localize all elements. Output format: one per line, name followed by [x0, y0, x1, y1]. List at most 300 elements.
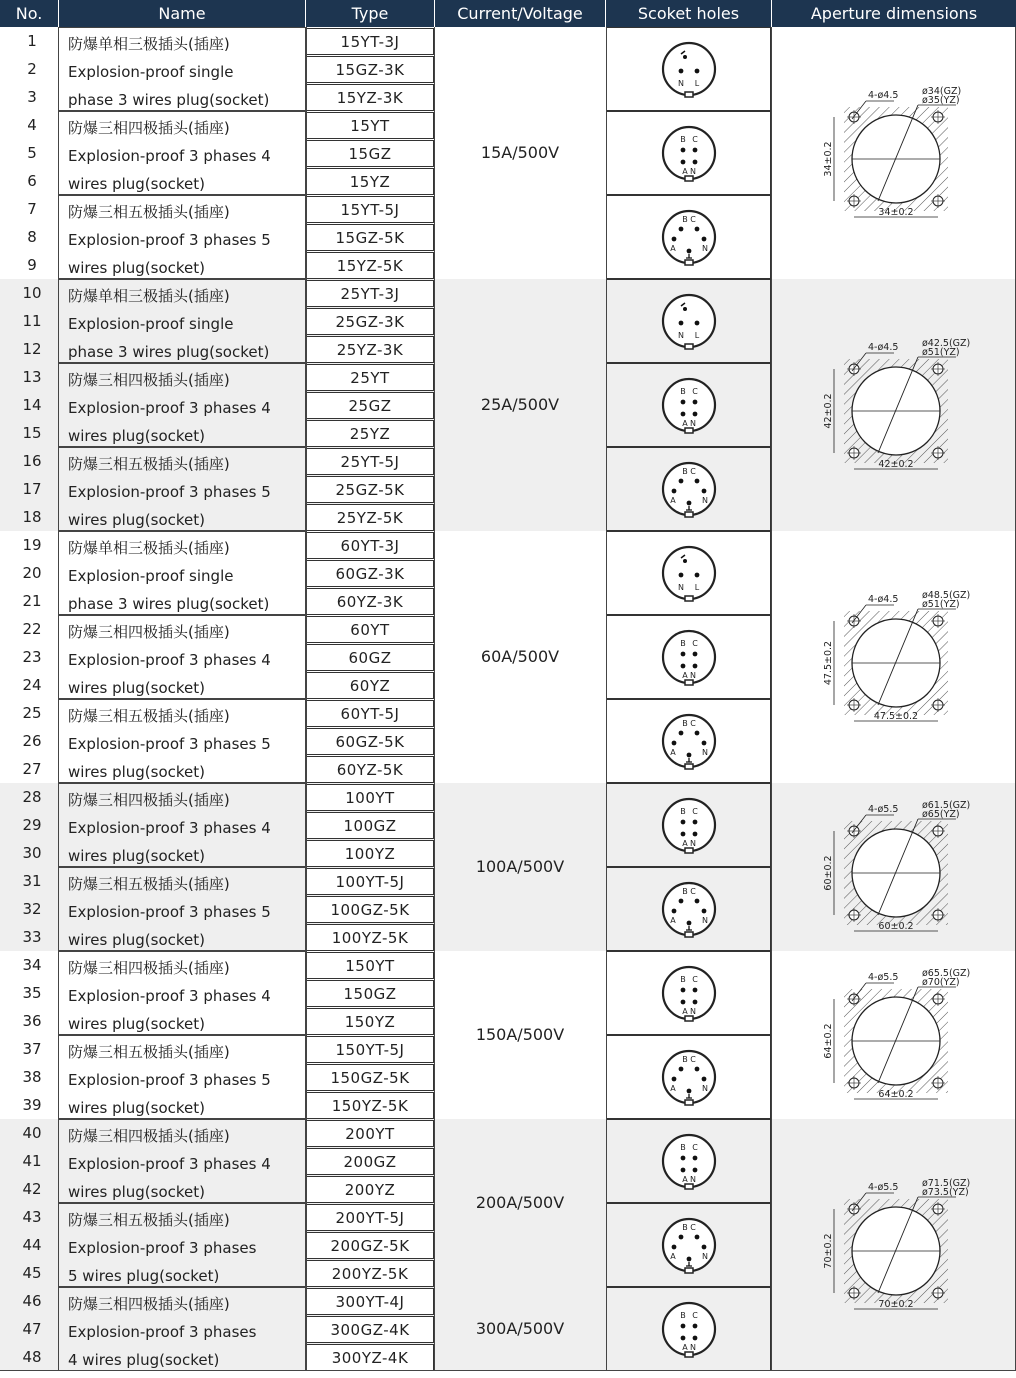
pin-dot [694, 1067, 699, 1072]
row-number: 33 [22, 928, 42, 946]
product-name-en2: wires plug(socket) [68, 847, 206, 865]
pin-dot [680, 1168, 685, 1173]
type-code: 15YT [306, 112, 434, 139]
row-number: 45 [22, 1264, 42, 1282]
type-code: 150YT-5J [306, 1036, 434, 1063]
pin-label-a: A [669, 496, 676, 505]
aperture-drawing [771, 531, 1016, 783]
pin-dot [678, 69, 683, 74]
socket-4-pin-icon [659, 1299, 719, 1359]
product-name-en1: Explosion-proof 3 phases 4 [68, 819, 271, 837]
row-number: 35 [22, 984, 42, 1002]
pin-label-n: N [701, 748, 708, 757]
current-voltage-value: 15A/500V [480, 143, 560, 162]
pin-label-b: B [679, 1143, 686, 1152]
row-number: 5 [27, 144, 37, 162]
row-number: 42 [22, 1180, 42, 1198]
product-name-en1: Explosion-proof single [68, 567, 234, 585]
product-name-cn: 防爆单相三极插头(插座) [68, 287, 230, 305]
aperture-drawing [771, 27, 1016, 279]
type-code: 150YZ [306, 1008, 434, 1035]
pin-label-n: N [701, 1084, 708, 1093]
socket-4-pin-icon [659, 375, 719, 435]
row-number: 15 [22, 424, 42, 442]
table-bottom-border [0, 1370, 1016, 1371]
pin-dot [671, 1077, 676, 1082]
product-name-en2: wires plug(socket) [68, 511, 206, 529]
aperture-v-dim-label: 47.5±0.2 [823, 640, 834, 686]
pin-label-n: N [701, 244, 708, 253]
aperture-dia-gz-label: ø71.5(GZ) [922, 1178, 971, 1189]
type-code: 60GZ-5K [306, 728, 434, 755]
type-code: 25YT-5J [306, 448, 434, 475]
current-voltage-value: 25A/500V [480, 395, 560, 414]
pin-label-b: B [679, 387, 686, 396]
product-name-en2: 4 wires plug(socket) [68, 1351, 220, 1369]
pin-dot [678, 731, 683, 736]
row-number: 28 [22, 788, 42, 806]
product-name-en2: wires plug(socket) [68, 1099, 206, 1117]
row-number: 46 [22, 1292, 42, 1310]
header-no [0, 0, 58, 27]
type-code: 100YZ [306, 840, 434, 867]
pin-label-b: B [681, 887, 688, 896]
pin-label-l: L [694, 331, 699, 340]
type-code: 150GZ [306, 980, 434, 1007]
pin-label-c: C [689, 1055, 696, 1064]
pin-dot [686, 921, 691, 926]
pin-dot [692, 1324, 697, 1329]
pin-label-n: N [701, 496, 708, 505]
type-code: 60YZ-5K [306, 756, 434, 783]
type-code: 200YZ-5K [306, 1260, 434, 1287]
aperture-holes-label: 4-ø5.5 [868, 1182, 899, 1193]
product-name-en2: wires plug(socket) [68, 175, 206, 193]
pin-label-b: B [681, 719, 688, 728]
socket-hole-cell [606, 447, 771, 531]
product-name-cn: 防爆三相四极插头(插座) [68, 371, 230, 389]
aperture-drawing [771, 1119, 1016, 1371]
product-name-cn: 防爆三相四极插头(插座) [68, 1295, 230, 1313]
aperture-icon [771, 1119, 1016, 1371]
pin-dot [692, 1000, 697, 1005]
pin-dot [671, 489, 676, 494]
row-number: 12 [22, 340, 42, 358]
pin-dot [692, 988, 697, 993]
pin-dot [680, 412, 685, 417]
type-code: 150YZ-5K [306, 1092, 434, 1119]
aperture-dia-gz-label: ø61.5(GZ) [922, 800, 971, 811]
socket-4-pin-icon [659, 963, 719, 1023]
product-name-cn: 防爆三相四极插头(插座) [68, 791, 230, 809]
pin-dot [692, 400, 697, 405]
type-code: 60YT-3J [306, 532, 434, 559]
aperture-v-dim-label: 34±0.2 [823, 141, 834, 177]
aperture-v-dim-label: 60±0.2 [823, 855, 834, 891]
product-name-en2: wires plug(socket) [68, 763, 206, 781]
type-code: 25GZ-5K [306, 476, 434, 503]
header-aperture-label: Aperture dimensions [810, 3, 978, 23]
pin-dot [671, 237, 676, 242]
header-name-label: Name [158, 3, 206, 23]
type-code: 25YZ-5K [306, 504, 434, 531]
socket-hole-cell [606, 1119, 771, 1203]
pin-dot [701, 237, 706, 242]
product-name-en1: Explosion-proof 3 phases 5 [68, 483, 271, 501]
aperture-icon [771, 951, 1016, 1119]
row-number: 30 [22, 844, 42, 862]
aperture-dia-yz-label: ø73.5(YZ) [922, 1187, 969, 1198]
pin-label-b: B [679, 807, 686, 816]
header-type-label: Type [351, 3, 389, 23]
type-code: 15GZ-5K [306, 224, 434, 251]
row-number: 2 [27, 60, 37, 78]
product-name-en1: Explosion-proof 3 phases 5 [68, 735, 271, 753]
row-number: 21 [22, 592, 42, 610]
aperture-v-dim-label: 42±0.2 [823, 393, 834, 429]
type-code: 15YZ-3K [306, 84, 434, 111]
pin-dot [686, 753, 691, 758]
pin-label-a: A [681, 167, 688, 176]
pin-dot [680, 988, 685, 993]
pin-label-a: A [681, 1175, 688, 1184]
product-name-cn: 防爆三相五极插头(插座) [68, 707, 230, 725]
aperture-holes-label: 4-ø5.5 [868, 972, 899, 983]
pin-dot [692, 664, 697, 669]
pin-dot [694, 69, 699, 74]
socket-3-pin-icon [659, 543, 719, 603]
header-socket-holes [606, 0, 771, 27]
type-code: 60YZ [306, 672, 434, 699]
aperture-holes-label: 4-ø4.5 [868, 90, 899, 101]
socket-4-pin-icon [659, 627, 719, 687]
pin-label-a: A [681, 1007, 688, 1016]
pin-dot [671, 741, 676, 746]
row-number: 17 [22, 480, 42, 498]
row-number: 32 [22, 900, 42, 918]
pin-dot [680, 664, 685, 669]
pin-label-b: B [681, 467, 688, 476]
type-code: 60YT-5J [306, 700, 434, 727]
socket-hole-cell [606, 783, 771, 867]
aperture-h-dim-label: 64±0.2 [878, 1089, 914, 1100]
row-number: 16 [22, 452, 42, 470]
pin-label-l: L [694, 583, 699, 592]
socket-5-pin-icon [659, 1215, 719, 1275]
socket-5-pin-icon [659, 711, 719, 771]
pin-label-n: N [677, 79, 684, 88]
row-number: 4 [27, 116, 37, 134]
aperture-icon [771, 27, 1016, 279]
type-code: 60GZ-3K [306, 560, 434, 587]
row-number: 20 [22, 564, 42, 582]
pin-dot [678, 227, 683, 232]
pin-label-c: C [689, 887, 696, 896]
pin-dot [680, 820, 685, 825]
current-voltage-value: 200A/500V [475, 1193, 565, 1212]
socket-4-pin-icon [659, 795, 719, 855]
aperture-icon [771, 279, 1016, 531]
row-number: 34 [22, 956, 42, 974]
column-divider [606, 27, 607, 1371]
header-cv-label: Current/Voltage [457, 3, 583, 23]
pin-label-n: N [689, 1343, 696, 1352]
row-number: 39 [22, 1096, 42, 1114]
pin-dot [678, 321, 683, 326]
pin-dot [692, 832, 697, 837]
aperture-dia-yz-label: ø35(YZ) [922, 95, 960, 106]
row-number: 10 [22, 284, 42, 302]
socket-hole-cell [606, 111, 771, 195]
pin-label-c: C [689, 467, 696, 476]
pin-label-n: N [701, 1252, 708, 1261]
product-name-en2: wires plug(socket) [68, 679, 206, 697]
pin-dot [680, 160, 685, 165]
type-code: 15YZ-5K [306, 252, 434, 279]
pin-dot [671, 1245, 676, 1250]
pin-label-b: B [679, 135, 686, 144]
type-code: 100GZ [306, 812, 434, 839]
product-name-en2: 5 wires plug(socket) [68, 1267, 220, 1285]
aperture-dia-gz-label: ø65.5(GZ) [922, 968, 971, 979]
product-name-en1: Explosion-proof 3 phases 4 [68, 147, 271, 165]
product-name-en2: phase 3 wires plug(socket) [68, 343, 270, 361]
type-code: 60GZ [306, 644, 434, 671]
product-name-cn: 防爆三相五极插头(插座) [68, 203, 230, 221]
pin-dot [678, 573, 683, 578]
column-divider [58, 27, 59, 1371]
type-code: 300GZ-4K [306, 1316, 434, 1343]
column-divider [306, 27, 307, 1371]
type-code: 25YZ-3K [306, 336, 434, 363]
pin-dot [692, 1156, 697, 1161]
row-number: 1 [27, 32, 37, 50]
product-name-en1: Explosion-proof single [68, 63, 234, 81]
aperture-dia-gz-label: ø34(GZ) [922, 86, 962, 97]
pin-label-c: C [691, 1143, 698, 1152]
current-voltage-value: 300A/500V [475, 1319, 565, 1338]
row-number: 6 [27, 172, 37, 190]
pin-dot [701, 909, 706, 914]
pin-dot [678, 899, 683, 904]
row-number: 24 [22, 676, 42, 694]
socket-hole-cell [606, 615, 771, 699]
row-number: 31 [22, 872, 42, 890]
row-number: 25 [22, 704, 42, 722]
row-number: 37 [22, 1040, 42, 1058]
row-number: 47 [22, 1320, 42, 1338]
product-name-en1: Explosion-proof 3 phases 4 [68, 651, 271, 669]
pin-label-a: A [681, 419, 688, 428]
product-name-cn: 防爆三相四极插头(插座) [68, 623, 230, 641]
pin-label-n: N [689, 419, 696, 428]
pin-dot [692, 1168, 697, 1173]
socket-hole-cell [606, 867, 771, 951]
product-name-cn: 防爆单相三极插头(插座) [68, 35, 230, 53]
pin-dot [686, 501, 691, 506]
type-code: 100YT-5J [306, 868, 434, 895]
socket-hole-cell [606, 699, 771, 783]
pin-label-a: A [669, 916, 676, 925]
socket-5-pin-icon [659, 879, 719, 939]
type-code: 15YZ [306, 168, 434, 195]
product-name-en1: Explosion-proof 3 phases 5 [68, 1071, 271, 1089]
pin-label-n: N [689, 167, 696, 176]
row-number: 9 [27, 256, 37, 274]
pin-dot [692, 820, 697, 825]
pin-dot [692, 1336, 697, 1341]
product-name-en2: wires plug(socket) [68, 1183, 206, 1201]
aperture-v-dim-label: 70±0.2 [823, 1233, 834, 1269]
type-code: 200YZ [306, 1176, 434, 1203]
type-code: 15YT-3J [306, 28, 434, 55]
pin-dot [701, 741, 706, 746]
socket-4-pin-icon [659, 1131, 719, 1191]
pin-label-a: A [681, 1343, 688, 1352]
row-number: 23 [22, 648, 42, 666]
aperture-h-dim-label: 47.5±0.2 [873, 711, 919, 722]
product-name-en1: Explosion-proof single [68, 315, 234, 333]
aperture-dia-yz-label: ø65(YZ) [922, 809, 960, 820]
aperture-h-dim-label: 70±0.2 [878, 1299, 914, 1310]
pin-label-n: N [689, 1007, 696, 1016]
socket-hole-cell [606, 195, 771, 279]
pin-label-c: C [691, 1311, 698, 1320]
socket-hole-cell [606, 531, 771, 615]
type-code: 15GZ [306, 140, 434, 167]
pin-dot [686, 1089, 691, 1094]
pin-label-a: A [669, 748, 676, 757]
row-number: 22 [22, 620, 42, 638]
socket-5-pin-icon [659, 207, 719, 267]
pin-dot [680, 400, 685, 405]
pin-label-a: A [669, 1084, 676, 1093]
row-number: 3 [27, 88, 37, 106]
pin-label-b: B [681, 1223, 688, 1232]
product-name-en1: Explosion-proof 3 phases 5 [68, 231, 271, 249]
pin-dot [694, 227, 699, 232]
pin-dot [694, 321, 699, 326]
product-name-cn: 防爆三相四极插头(插座) [68, 959, 230, 977]
pin-label-n: N [677, 583, 684, 592]
pin-dot [692, 148, 697, 153]
pin-label-b: B [679, 975, 686, 984]
pin-label-c: C [689, 719, 696, 728]
product-name-en1: Explosion-proof 3 phases 4 [68, 399, 271, 417]
type-code: 150GZ-5K [306, 1064, 434, 1091]
row-number: 48 [22, 1348, 42, 1366]
pin-dot [680, 1336, 685, 1341]
type-code: 25YT-3J [306, 280, 434, 307]
pin-dot [694, 731, 699, 736]
aperture-drawing [771, 783, 1016, 951]
pin-dot [692, 160, 697, 165]
socket-hole-cell [606, 279, 771, 363]
pin-label-l: L [694, 79, 699, 88]
type-code: 25GZ [306, 392, 434, 419]
row-number: 18 [22, 508, 42, 526]
product-name-cn: 防爆三相五极插头(插座) [68, 455, 230, 473]
pin-label-c: C [689, 215, 696, 224]
pin-dot [686, 1257, 691, 1262]
row-number: 43 [22, 1208, 42, 1226]
pin-label-b: B [679, 1311, 686, 1320]
socket-hole-cell [606, 1035, 771, 1119]
pin-label-a: A [681, 839, 688, 848]
pin-label-n: N [701, 916, 708, 925]
socket-3-pin-icon [659, 39, 719, 99]
product-name-en2: phase 3 wires plug(socket) [68, 595, 270, 613]
type-code: 100YZ-5K [306, 924, 434, 951]
pin-label-n: N [689, 1175, 696, 1184]
type-code: 200YT [306, 1120, 434, 1147]
aperture-holes-label: 4-ø4.5 [868, 594, 899, 605]
row-number: 14 [22, 396, 42, 414]
product-name-cn: 防爆三相四极插头(插座) [68, 1127, 230, 1145]
pin-label-c: C [691, 975, 698, 984]
row-number: 8 [27, 228, 37, 246]
product-name-en1: Explosion-proof 3 phases 5 [68, 903, 271, 921]
pin-label-c: C [691, 387, 698, 396]
aperture-dia-yz-label: ø51(YZ) [922, 347, 960, 358]
pin-dot [683, 55, 687, 59]
product-name-en2: wires plug(socket) [68, 931, 206, 949]
product-name-cn: 防爆单相三极插头(插座) [68, 539, 230, 557]
header-type [306, 0, 434, 27]
socket-hole-cell [606, 27, 771, 111]
pin-label-c: C [691, 807, 698, 816]
pin-dot [694, 479, 699, 484]
socket-hole-cell [606, 1287, 771, 1371]
aperture-holes-label: 4-ø5.5 [868, 804, 899, 815]
pin-label-c: C [691, 639, 698, 648]
product-name-en1: Explosion-proof 3 phases 4 [68, 1155, 271, 1173]
product-name-en2: wires plug(socket) [68, 427, 206, 445]
row-number: 7 [27, 200, 37, 218]
type-code: 25YT [306, 364, 434, 391]
product-name-cn: 防爆三相五极插头(插座) [68, 875, 230, 893]
type-code: 200GZ [306, 1148, 434, 1175]
row-number: 26 [22, 732, 42, 750]
row-number: 38 [22, 1068, 42, 1086]
row-number: 13 [22, 368, 42, 386]
pin-dot [694, 899, 699, 904]
current-voltage-value: 100A/500V [475, 857, 565, 876]
header-name [59, 0, 305, 27]
pin-dot [701, 489, 706, 494]
aperture-holes-label: 4-ø4.5 [868, 342, 899, 353]
type-code: 300YT-4J [306, 1288, 434, 1315]
pin-dot [686, 249, 691, 254]
pin-dot [680, 1324, 685, 1329]
socket-hole-cell [606, 1203, 771, 1287]
product-name-en1: Explosion-proof 3 phases [68, 1239, 257, 1257]
socket-4-pin-icon [659, 123, 719, 183]
pin-dot [692, 652, 697, 657]
pin-label-b: B [679, 639, 686, 648]
pin-dot [701, 1077, 706, 1082]
product-name-cn: 防爆三相五极插头(插座) [68, 1043, 230, 1061]
row-number: 41 [22, 1152, 42, 1170]
pin-dot [683, 307, 687, 311]
row-number: 44 [22, 1236, 42, 1254]
product-name-en2: wires plug(socket) [68, 259, 206, 277]
current-voltage-value: 150A/500V [475, 1025, 565, 1044]
pin-label-b: B [681, 1055, 688, 1064]
aperture-dia-gz-label: ø42.5(GZ) [922, 338, 971, 349]
type-code: 15YT-5J [306, 196, 434, 223]
row-number: 19 [22, 536, 42, 554]
